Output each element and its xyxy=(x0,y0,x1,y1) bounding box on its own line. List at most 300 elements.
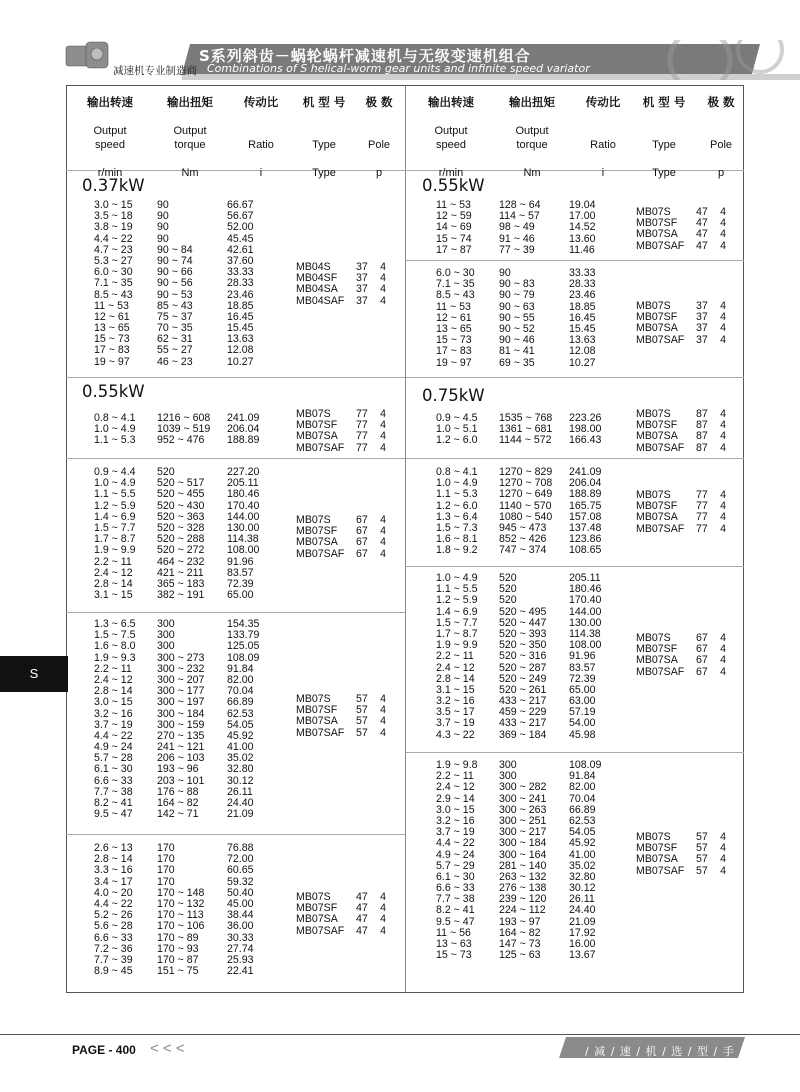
type-list xyxy=(296,892,386,937)
pole-cell: 4 xyxy=(720,632,726,644)
ratio-cell: 76.88 xyxy=(227,842,254,854)
speed-cell: 4.9 ~ 24 xyxy=(436,848,475,861)
speed-cell: 7.2 ~ 36 xyxy=(94,942,133,955)
type-list xyxy=(636,207,726,252)
ratio-cell: 170.40 xyxy=(227,499,260,512)
ratio-cell: 125.05 xyxy=(227,640,260,653)
table-row xyxy=(436,245,619,256)
ratio-cell: 16.45 xyxy=(227,310,254,323)
table-row xyxy=(94,590,277,601)
type-cell: MB07SF xyxy=(636,500,678,513)
torque-cell: 90 ~ 53 xyxy=(157,288,193,301)
torque-cell: 170 xyxy=(157,864,175,877)
speed-cell: 2.8 ~ 14 xyxy=(94,853,133,866)
type-row xyxy=(296,716,386,727)
torque-cell: 90 ~ 66 xyxy=(157,266,193,279)
previous-arrows[interactable]: < < < xyxy=(150,1040,185,1057)
torque-cell: 433 ~ 217 xyxy=(499,695,547,708)
table-row xyxy=(436,838,619,849)
speed-cell: 9.5 ~ 47 xyxy=(94,808,133,821)
ratio-cell: 241.09 xyxy=(227,412,260,424)
ratio-cell: 188.89 xyxy=(569,488,602,501)
speed-cell: 1.5 ~ 7.7 xyxy=(94,521,136,534)
torque-cell: 239 ~ 120 xyxy=(499,893,547,906)
ratio-cell: 154.35 xyxy=(227,618,260,630)
torque-cell: 421 ~ 211 xyxy=(157,566,204,579)
speed-cell: 4.4 ~ 22 xyxy=(94,729,133,742)
pole-cell: 4 xyxy=(720,217,726,230)
data-block xyxy=(94,619,277,820)
type-row xyxy=(636,229,726,240)
ratio-cell: 33.33 xyxy=(227,266,254,279)
torque-cell: 1144 ~ 572 xyxy=(499,434,552,447)
size-cell: 67 xyxy=(356,525,368,538)
divider xyxy=(66,377,405,378)
pole-cell: 4 xyxy=(380,272,386,285)
speed-cell: 13 ~ 63 xyxy=(436,938,472,950)
ratio-cell: 18.85 xyxy=(569,300,596,313)
type-cell: MB07SAF xyxy=(636,522,685,535)
size-cell: 37 xyxy=(356,283,368,296)
type-list xyxy=(636,409,726,454)
speed-cell: 1.0 ~ 4.9 xyxy=(94,423,136,436)
torque-cell: 77 ~ 39 xyxy=(499,243,535,256)
torque-cell: 128 ~ 64 xyxy=(499,199,541,211)
size-cell: 47 xyxy=(696,239,708,252)
pole-cell: 4 xyxy=(720,643,726,656)
speed-cell: 6.6 ~ 33 xyxy=(94,931,133,944)
torque-cell: 520 ~ 328 xyxy=(157,521,205,534)
pole-cell: 4 xyxy=(720,853,726,866)
torque-cell: 520 xyxy=(499,583,517,596)
pole-cell: 4 xyxy=(720,419,726,432)
ratio-cell: 91.96 xyxy=(569,650,596,663)
data-block xyxy=(436,413,619,447)
type-row xyxy=(296,284,386,295)
speed-cell: 2.4 ~ 12 xyxy=(94,673,133,686)
data-block xyxy=(94,413,277,447)
speed-cell: 2.4 ~ 12 xyxy=(436,661,475,674)
torque-cell: 170 xyxy=(157,853,175,866)
speed-cell: 1.9 ~ 9.3 xyxy=(94,651,136,664)
torque-cell: 164 ~ 82 xyxy=(157,797,199,809)
speed-cell: 1.0 ~ 4.9 xyxy=(436,477,478,490)
speed-cell: 1.4 ~ 6.9 xyxy=(94,510,136,523)
torque-cell: 90 xyxy=(157,221,169,234)
speed-cell: 3.7 ~ 19 xyxy=(94,718,133,731)
ratio-cell: 10.27 xyxy=(227,355,254,368)
table-row xyxy=(436,222,619,233)
torque-cell: 142 ~ 71 xyxy=(157,808,199,821)
size-cell: 47 xyxy=(356,891,368,903)
type-row xyxy=(296,914,386,925)
type-list xyxy=(296,262,386,307)
speed-cell: 8.9 ~ 45 xyxy=(94,965,133,978)
type-cell: MB07SF xyxy=(296,525,338,538)
speed-cell: 15 ~ 73 xyxy=(436,949,472,962)
ratio-cell: 38.44 xyxy=(227,909,254,922)
speed-cell: 1.2 ~ 5.9 xyxy=(94,499,136,512)
pole-cell: 4 xyxy=(380,902,386,915)
ratio-cell: 21.09 xyxy=(227,808,254,821)
torque-cell: 1270 ~ 649 xyxy=(499,488,553,501)
torque-cell: 193 ~ 97 xyxy=(499,915,541,928)
pole-cell: 4 xyxy=(720,206,726,218)
torque-cell: 90 ~ 84 xyxy=(157,243,193,256)
ratio-cell: 144.00 xyxy=(227,510,260,523)
ratio-cell: 62.53 xyxy=(227,707,254,720)
header-pole: 极 数 Pole p xyxy=(365,95,393,179)
ratio-cell: 54.05 xyxy=(569,826,596,839)
speed-cell: 19 ~ 97 xyxy=(94,355,130,368)
ratio-cell: 45.92 xyxy=(569,837,596,850)
speed-cell: 1.8 ~ 9.2 xyxy=(436,544,478,557)
header-ratio: 传动比 Ratio i xyxy=(585,95,621,179)
speed-cell: 2.4 ~ 12 xyxy=(94,566,133,579)
data-block xyxy=(94,467,277,601)
ratio-cell: 57.19 xyxy=(569,706,596,719)
data-block xyxy=(436,467,619,557)
pole-cell: 4 xyxy=(380,536,386,549)
pole-cell: 4 xyxy=(720,300,726,312)
speed-cell: 2.6 ~ 13 xyxy=(94,842,133,854)
speed-cell: 11 ~ 56 xyxy=(436,926,471,939)
pole-cell: 4 xyxy=(380,726,386,739)
pole-cell: 4 xyxy=(380,441,386,454)
data-block xyxy=(436,200,619,256)
ratio-cell: 123.86 xyxy=(569,533,602,546)
speed-cell: 3.7 ~ 19 xyxy=(436,826,475,839)
header-ratio: 传动比 Ratio i xyxy=(243,95,279,179)
size-cell: 77 xyxy=(696,489,708,501)
pole-cell: 4 xyxy=(380,715,386,728)
torque-cell: 520 xyxy=(499,572,517,584)
table-row xyxy=(436,651,619,662)
torque-cell: 1080 ~ 540 xyxy=(499,510,553,523)
type-list xyxy=(636,301,726,346)
torque-cell: 520 ~ 288 xyxy=(157,533,205,546)
torque-cell: 300 xyxy=(157,640,175,653)
table-row xyxy=(436,730,619,741)
ratio-cell: 114.38 xyxy=(569,627,601,640)
torque-cell: 1270 ~ 829 xyxy=(499,466,553,478)
speed-cell: 6.6 ~ 33 xyxy=(94,774,133,787)
torque-cell: 300 xyxy=(157,629,175,642)
ratio-cell: 45.92 xyxy=(227,729,254,742)
speed-cell: 4.0 ~ 20 xyxy=(94,886,133,899)
torque-cell: 151 ~ 75 xyxy=(157,965,199,978)
page-number: PAGE - 400 xyxy=(72,1043,136,1057)
speed-cell: 17 ~ 83 xyxy=(94,344,130,357)
torque-cell: 369 ~ 184 xyxy=(499,728,547,741)
torque-cell: 520 ~ 350 xyxy=(499,639,547,652)
speed-cell: 0.8 ~ 4.1 xyxy=(94,412,136,424)
divider xyxy=(66,612,405,613)
size-cell: 57 xyxy=(696,864,708,877)
ratio-cell: 108.65 xyxy=(569,544,602,557)
torque-cell: 520 ~ 249 xyxy=(499,672,547,685)
speed-cell: 8.2 ~ 41 xyxy=(94,797,133,809)
table-row xyxy=(94,697,277,708)
pole-cell: 4 xyxy=(380,924,386,937)
ratio-cell: 63.00 xyxy=(569,695,596,708)
size-cell: 57 xyxy=(696,853,708,866)
type-row xyxy=(636,431,726,442)
size-cell: 57 xyxy=(696,842,708,855)
pole-cell: 4 xyxy=(720,333,726,346)
pole-cell: 4 xyxy=(720,441,726,454)
torque-cell: 300 ~ 177 xyxy=(157,685,205,698)
ratio-cell: 33.33 xyxy=(569,267,596,279)
ratio-cell: 45.45 xyxy=(227,232,254,245)
ratio-cell: 65.00 xyxy=(227,589,254,602)
speed-cell: 1.2 ~ 5.9 xyxy=(436,594,478,607)
torque-cell: 945 ~ 473 xyxy=(499,521,547,534)
ratio-cell: 133.79 xyxy=(227,629,260,642)
size-cell: 37 xyxy=(356,294,368,307)
speed-cell: 1.7 ~ 8.7 xyxy=(94,533,136,546)
type-row xyxy=(296,926,386,937)
torque-cell: 90 ~ 55 xyxy=(499,311,535,324)
ratio-cell: 82.00 xyxy=(569,781,596,794)
torque-cell: 300 ~ 217 xyxy=(499,826,547,839)
speed-cell: 1.9 ~ 9.9 xyxy=(94,544,136,557)
section-tab[interactable]: S xyxy=(0,656,68,692)
type-cell: MB07SAF xyxy=(636,333,685,346)
type-cell: MB07SF xyxy=(296,902,338,915)
ratio-cell: 12.08 xyxy=(227,344,254,357)
ratio-cell: 41.00 xyxy=(569,848,596,861)
table-row xyxy=(436,290,619,301)
header-speed: 输出转速 Output speed r/min xyxy=(87,95,133,179)
divider xyxy=(406,377,744,378)
speed-cell: 2.2 ~ 11 xyxy=(94,662,132,675)
speed-cell: 3.2 ~ 16 xyxy=(94,707,133,720)
speed-cell: 5.2 ~ 26 xyxy=(94,909,133,922)
speed-cell: 12 ~ 61 xyxy=(436,311,472,324)
table-row xyxy=(436,782,619,793)
ratio-cell: 91.84 xyxy=(569,770,596,783)
table-row xyxy=(436,663,619,674)
type-cell: MB07SA xyxy=(296,715,338,728)
speed-cell: 1.1 ~ 5.5 xyxy=(436,583,478,596)
size-cell: 87 xyxy=(696,441,708,454)
speed-cell: 7.1 ~ 35 xyxy=(94,277,133,290)
table-row xyxy=(436,545,619,556)
ratio-cell: 91.96 xyxy=(227,555,254,568)
data-block xyxy=(94,843,277,977)
header-pole: 极 数 Pole p xyxy=(707,95,735,179)
speed-cell: 1.0 ~ 4.9 xyxy=(436,572,478,584)
ratio-cell: 130.00 xyxy=(569,616,602,629)
ratio-cell: 23.46 xyxy=(227,288,254,301)
torque-cell: 90 xyxy=(157,232,169,245)
speed-cell: 3.4 ~ 17 xyxy=(94,875,133,888)
speed-cell: 2.2 ~ 11 xyxy=(94,555,132,568)
pole-cell: 4 xyxy=(720,322,726,335)
table-row xyxy=(436,905,619,916)
type-row xyxy=(636,323,726,334)
torque-cell: 459 ~ 229 xyxy=(499,706,547,719)
pole-cell: 4 xyxy=(720,408,726,420)
type-cell: MB07SAF xyxy=(296,924,345,937)
brand-tagline: 减速机专业制造商 xyxy=(113,65,197,77)
pole-cell: 4 xyxy=(380,514,386,526)
type-cell: MB07SF xyxy=(296,704,338,717)
ratio-cell: 60.65 xyxy=(227,864,254,877)
torque-cell: 300 ~ 164 xyxy=(499,848,547,861)
data-block xyxy=(94,200,277,368)
pole-cell: 4 xyxy=(720,489,726,501)
type-cell: MB07SAF xyxy=(636,665,685,678)
type-cell: MB07SAF xyxy=(636,864,685,877)
torque-cell: 170 xyxy=(157,875,175,888)
power-heading: 0.75kW xyxy=(422,386,485,405)
divider xyxy=(406,752,744,753)
pole-cell: 4 xyxy=(720,239,726,252)
torque-cell: 85 ~ 43 xyxy=(157,299,193,312)
ratio-cell: 35.02 xyxy=(227,752,254,765)
torque-cell: 365 ~ 183 xyxy=(157,577,205,590)
torque-cell: 90 ~ 74 xyxy=(157,254,193,267)
ratio-cell: 170.40 xyxy=(569,594,602,607)
speed-cell: 1.6 ~ 8.0 xyxy=(94,640,136,653)
torque-cell: 276 ~ 138 xyxy=(499,882,547,895)
type-row xyxy=(636,854,726,865)
ratio-cell: 23.46 xyxy=(569,289,596,302)
pole-cell: 4 xyxy=(380,913,386,926)
type-cell: MB07SF xyxy=(296,419,338,432)
type-cell: MB07SAF xyxy=(636,239,685,252)
torque-cell: 300 ~ 184 xyxy=(499,837,547,850)
torque-cell: 520 ~ 287 xyxy=(499,661,547,674)
speed-cell: 1.5 ~ 7.3 xyxy=(436,521,478,534)
speed-cell: 3.0 ~ 15 xyxy=(94,696,133,709)
torque-cell: 520 ~ 316 xyxy=(499,650,547,663)
ratio-cell: 108.00 xyxy=(227,544,260,557)
torque-cell: 90 ~ 52 xyxy=(499,322,535,335)
ratio-cell: 18.85 xyxy=(227,299,254,312)
ratio-cell: 59.32 xyxy=(227,875,254,888)
torque-cell: 75 ~ 37 xyxy=(157,310,193,323)
torque-cell: 90 ~ 63 xyxy=(499,300,535,313)
size-cell: 47 xyxy=(356,924,368,937)
type-cell: MB04S xyxy=(296,261,331,273)
torque-cell: 176 ~ 88 xyxy=(157,785,199,798)
torque-cell: 520 xyxy=(499,594,517,607)
size-cell: 37 xyxy=(356,272,368,285)
table-row xyxy=(94,966,277,977)
divider xyxy=(406,260,744,261)
ratio-cell: 188.89 xyxy=(227,434,260,447)
type-cell: MB07S xyxy=(636,408,671,420)
ratio-cell: 35.02 xyxy=(569,859,596,872)
speed-cell: 0.9 ~ 4.5 xyxy=(436,412,478,424)
ratio-cell: 13.63 xyxy=(227,333,254,346)
pole-cell: 4 xyxy=(720,522,726,535)
ratio-cell: 54.00 xyxy=(569,717,596,730)
speed-cell: 1.5 ~ 7.5 xyxy=(94,629,136,642)
torque-cell: 90 xyxy=(499,267,511,279)
ratio-cell: 62.53 xyxy=(569,814,596,827)
ratio-cell: 13.67 xyxy=(569,949,596,962)
type-row xyxy=(636,866,726,877)
ratio-cell: 32.80 xyxy=(227,763,254,776)
ratio-cell: 11.46 xyxy=(569,243,595,256)
size-cell: 67 xyxy=(356,547,368,560)
speed-cell: 1.1 ~ 5.3 xyxy=(436,488,478,501)
pole-cell: 4 xyxy=(380,408,386,420)
speed-cell: 1.0 ~ 5.1 xyxy=(436,423,478,436)
speed-cell: 15 ~ 73 xyxy=(436,334,472,347)
pole-cell: 4 xyxy=(720,831,726,843)
size-cell: 67 xyxy=(696,643,708,656)
table-row xyxy=(436,435,619,446)
type-list xyxy=(296,409,386,454)
speed-cell: 1.2 ~ 6.0 xyxy=(436,434,478,447)
power-heading: 0.37kW xyxy=(82,176,145,195)
speed-cell: 2.8 ~ 14 xyxy=(436,672,475,685)
speed-cell: 3.2 ~ 16 xyxy=(436,814,475,827)
speed-cell: 3.5 ~ 18 xyxy=(94,210,133,223)
pole-cell: 4 xyxy=(380,547,386,560)
size-cell: 77 xyxy=(696,511,708,524)
ratio-cell: 24.40 xyxy=(569,904,596,917)
ratio-cell: 27.74 xyxy=(227,942,254,955)
type-cell: MB07S xyxy=(636,206,671,218)
torque-cell: 90 xyxy=(157,210,169,223)
torque-cell: 433 ~ 217 xyxy=(499,717,547,730)
torque-cell: 98 ~ 49 xyxy=(499,221,535,234)
speed-cell: 2.2 ~ 11 xyxy=(436,650,474,663)
torque-cell: 300 ~ 197 xyxy=(157,696,205,709)
type-cell: MB04SA xyxy=(296,283,338,296)
size-cell: 77 xyxy=(356,408,368,420)
ratio-cell: 45.98 xyxy=(569,728,596,741)
torque-cell: 114 ~ 57 xyxy=(499,210,540,223)
type-cell: MB07SA xyxy=(296,913,338,926)
column-divider xyxy=(405,86,406,992)
torque-cell: 270 ~ 135 xyxy=(157,729,205,742)
type-cell: MB07SAF xyxy=(296,726,345,739)
speed-cell: 1.9 ~ 9.8 xyxy=(436,759,478,771)
speed-cell: 2.4 ~ 12 xyxy=(436,781,475,794)
speed-cell: 8.2 ~ 41 xyxy=(436,904,475,917)
ratio-cell: 30.12 xyxy=(227,774,254,787)
type-cell: MB07S xyxy=(636,300,671,312)
ratio-cell: 25.93 xyxy=(227,953,254,966)
speed-cell: 5.7 ~ 29 xyxy=(436,859,475,872)
torque-cell: 520 ~ 393 xyxy=(499,627,547,640)
size-cell: 77 xyxy=(356,430,368,443)
page-title: S系列斜齿－蜗轮蜗杆减速机与无级变速机组合 xyxy=(199,47,531,65)
handbook-label: / 减 / 速 / 机 / 选 / 型 / 手 / 册 / xyxy=(585,1045,770,1058)
ratio-cell: 166.43 xyxy=(569,434,602,447)
page-title-english: Combinations of S helical-worm gear units and infinite speed variator xyxy=(207,62,590,75)
torque-cell: 300 xyxy=(499,770,517,783)
ratio-cell: 165.75 xyxy=(569,499,602,512)
ratio-cell: 54.05 xyxy=(227,718,254,731)
torque-cell: 300 xyxy=(499,759,517,771)
table-row xyxy=(436,850,619,861)
table-row xyxy=(94,489,277,500)
speed-cell: 3.0 ~ 15 xyxy=(436,803,475,816)
torque-cell: 170 ~ 87 xyxy=(157,953,199,966)
torque-cell: 203 ~ 101 xyxy=(157,774,205,787)
torque-cell: 300 ~ 184 xyxy=(157,707,205,720)
divider xyxy=(406,566,744,567)
table-row xyxy=(94,290,277,301)
